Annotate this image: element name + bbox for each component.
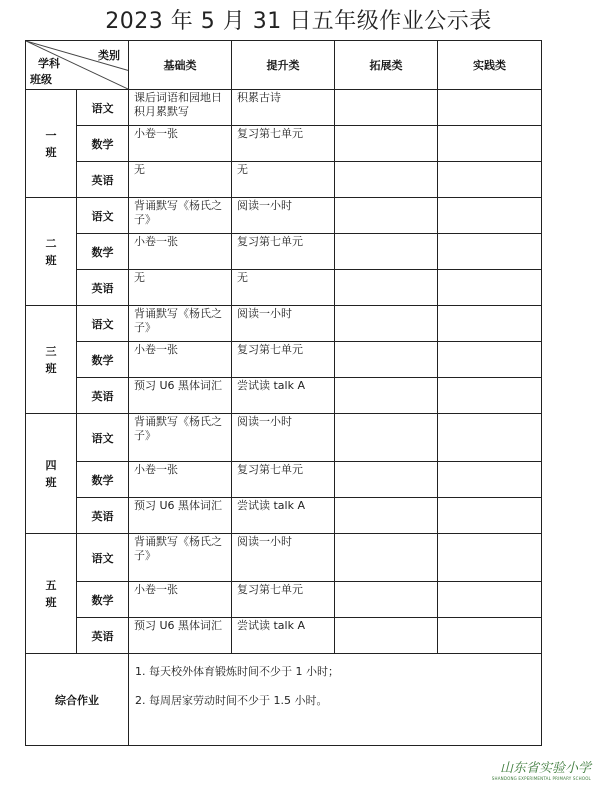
practice-homework-cell xyxy=(438,618,542,654)
subject-english: 英语 xyxy=(77,618,129,654)
class-1-label xyxy=(26,90,77,198)
basic-homework-cell: 背诵默写《杨氏之子》 xyxy=(129,534,232,582)
subject-chinese: 语文 xyxy=(77,198,129,234)
expand-homework-cell xyxy=(335,414,438,462)
class-label-char: 班 xyxy=(45,145,57,159)
basic-homework-cell: 背诵默写《杨氏之子》 xyxy=(129,414,232,462)
comprehensive-note-item: 1. 每天校外体育锻炼时间不少于 1 小时； xyxy=(135,665,339,678)
comprehensive-label: 综合作业 xyxy=(26,654,129,746)
column-header-advance: 提升类 xyxy=(232,41,335,90)
expand-homework-cell xyxy=(335,234,438,270)
expand-homework-cell xyxy=(335,198,438,234)
advance-homework-cell: 尝试读 talk A xyxy=(232,378,335,414)
subject-chinese: 语文 xyxy=(77,414,129,462)
advance-homework-cell: 阅读一小时 xyxy=(232,534,335,582)
class-4-label xyxy=(26,414,77,534)
advance-homework-cell: 尝试读 talk A xyxy=(232,618,335,654)
advance-homework-cell: 阅读一小时 xyxy=(232,306,335,342)
school-logo xyxy=(492,757,591,781)
column-header-basic: 基础类 xyxy=(129,41,232,90)
advance-homework-cell: 尝试读 talk A xyxy=(232,498,335,534)
advance-homework-cell: 复习第七单元 xyxy=(232,582,335,618)
advance-homework-cell: 积累古诗 xyxy=(232,90,335,126)
class-label-char: 四 xyxy=(45,458,57,472)
comprehensive-notes xyxy=(129,654,542,746)
corner-header-cell xyxy=(26,41,129,90)
basic-homework-cell: 背诵默写《杨氏之子》 xyxy=(129,306,232,342)
expand-homework-cell xyxy=(335,90,438,126)
subject-english: 英语 xyxy=(77,378,129,414)
table-row xyxy=(26,306,542,342)
subject-math: 数学 xyxy=(77,126,129,162)
subject-english: 英语 xyxy=(77,162,129,198)
header-row xyxy=(26,41,542,90)
column-header-expand: 拓展类 xyxy=(335,41,438,90)
practice-homework-cell xyxy=(438,234,542,270)
class-label-char: 班 xyxy=(45,475,57,489)
class-label-char: 五 xyxy=(45,578,57,592)
table-row xyxy=(26,534,542,582)
basic-homework-cell: 预习 U6 黑体词汇 xyxy=(129,618,232,654)
subject-math: 数学 xyxy=(77,462,129,498)
practice-homework-cell xyxy=(438,270,542,306)
table-row xyxy=(26,582,542,618)
practice-homework-cell xyxy=(438,582,542,618)
class-label-char: 二 xyxy=(45,236,57,250)
table-row xyxy=(26,342,542,378)
table-row xyxy=(26,126,542,162)
expand-homework-cell xyxy=(335,270,438,306)
class-2-label xyxy=(26,198,77,306)
basic-homework-cell: 小卷一张 xyxy=(129,462,232,498)
table-row xyxy=(26,162,542,198)
practice-homework-cell xyxy=(438,414,542,462)
basic-homework-cell: 背诵默写《杨氏之子》 xyxy=(129,198,232,234)
table-row xyxy=(26,90,542,126)
table-row xyxy=(26,378,542,414)
table-row xyxy=(26,198,542,234)
comprehensive-note-item: 2. 每周居家劳动时间不少于 1.5 小时。 xyxy=(135,694,328,707)
basic-homework-cell: 预习 U6 黑体词汇 xyxy=(129,498,232,534)
advance-homework-cell: 无 xyxy=(232,270,335,306)
practice-homework-cell xyxy=(438,126,542,162)
basic-homework-cell: 小卷一张 xyxy=(129,126,232,162)
table-row xyxy=(26,234,542,270)
expand-homework-cell xyxy=(335,582,438,618)
expand-homework-cell xyxy=(335,498,438,534)
expand-homework-cell xyxy=(335,534,438,582)
subject-math: 数学 xyxy=(77,342,129,378)
class-label-char: 一 xyxy=(45,128,57,142)
practice-homework-cell xyxy=(438,306,542,342)
subject-math: 数学 xyxy=(77,234,129,270)
subject-math: 数学 xyxy=(77,582,129,618)
advance-homework-cell: 复习第七单元 xyxy=(232,462,335,498)
basic-homework-cell: 无 xyxy=(129,270,232,306)
basic-homework-cell: 无 xyxy=(129,162,232,198)
basic-homework-cell: 预习 U6 黑体词汇 xyxy=(129,378,232,414)
corner-label-subject: 学科 xyxy=(38,57,60,70)
practice-homework-cell xyxy=(438,462,542,498)
practice-homework-cell xyxy=(438,198,542,234)
expand-homework-cell xyxy=(335,126,438,162)
class-5-label xyxy=(26,534,77,654)
basic-homework-cell: 小卷一张 xyxy=(129,234,232,270)
practice-homework-cell xyxy=(438,498,542,534)
class-3-label xyxy=(26,306,77,414)
practice-homework-cell xyxy=(438,162,542,198)
advance-homework-cell: 复习第七单元 xyxy=(232,342,335,378)
basic-homework-cell: 小卷一张 xyxy=(129,582,232,618)
subject-english: 英语 xyxy=(77,270,129,306)
expand-homework-cell xyxy=(335,378,438,414)
page-title: 2023 年 5 月 31 日五年级作业公示表 xyxy=(105,9,492,34)
advance-homework-cell: 阅读一小时 xyxy=(232,414,335,462)
advance-homework-cell: 复习第七单元 xyxy=(232,126,335,162)
advance-homework-cell: 无 xyxy=(232,162,335,198)
subject-chinese: 语文 xyxy=(77,90,129,126)
class-label-char: 班 xyxy=(45,361,57,375)
table-row xyxy=(26,462,542,498)
class-label-char: 班 xyxy=(45,253,57,267)
practice-homework-cell xyxy=(438,534,542,582)
school-logo-subtext: SHANDONG EXPERIMENTAL PRIMARY SCHOOL xyxy=(491,776,591,781)
subject-english: 英语 xyxy=(77,498,129,534)
expand-homework-cell xyxy=(335,306,438,342)
practice-homework-cell xyxy=(438,90,542,126)
table-row xyxy=(26,498,542,534)
table-row xyxy=(26,618,542,654)
school-logo-text: 山东省实验小学 xyxy=(499,761,591,776)
expand-homework-cell xyxy=(335,618,438,654)
homework-table xyxy=(25,40,542,746)
class-label-char: 三 xyxy=(45,344,57,358)
subject-chinese: 语文 xyxy=(77,306,129,342)
expand-homework-cell xyxy=(335,162,438,198)
basic-homework-cell: 小卷一张 xyxy=(129,342,232,378)
advance-homework-cell: 复习第七单元 xyxy=(232,234,335,270)
practice-homework-cell xyxy=(438,342,542,378)
expand-homework-cell xyxy=(335,462,438,498)
corner-label-category: 类别 xyxy=(98,49,120,62)
comprehensive-row xyxy=(26,654,542,746)
corner-label-class: 班级 xyxy=(30,73,52,86)
advance-homework-cell: 阅读一小时 xyxy=(232,198,335,234)
table-row xyxy=(26,270,542,306)
table-row xyxy=(26,414,542,462)
column-header-practice: 实践类 xyxy=(438,41,542,90)
subject-chinese: 语文 xyxy=(77,534,129,582)
basic-homework-cell: 课后词语和园地日积月累默写 xyxy=(129,90,232,126)
expand-homework-cell xyxy=(335,342,438,378)
class-label-char: 班 xyxy=(45,595,57,609)
practice-homework-cell xyxy=(438,378,542,414)
